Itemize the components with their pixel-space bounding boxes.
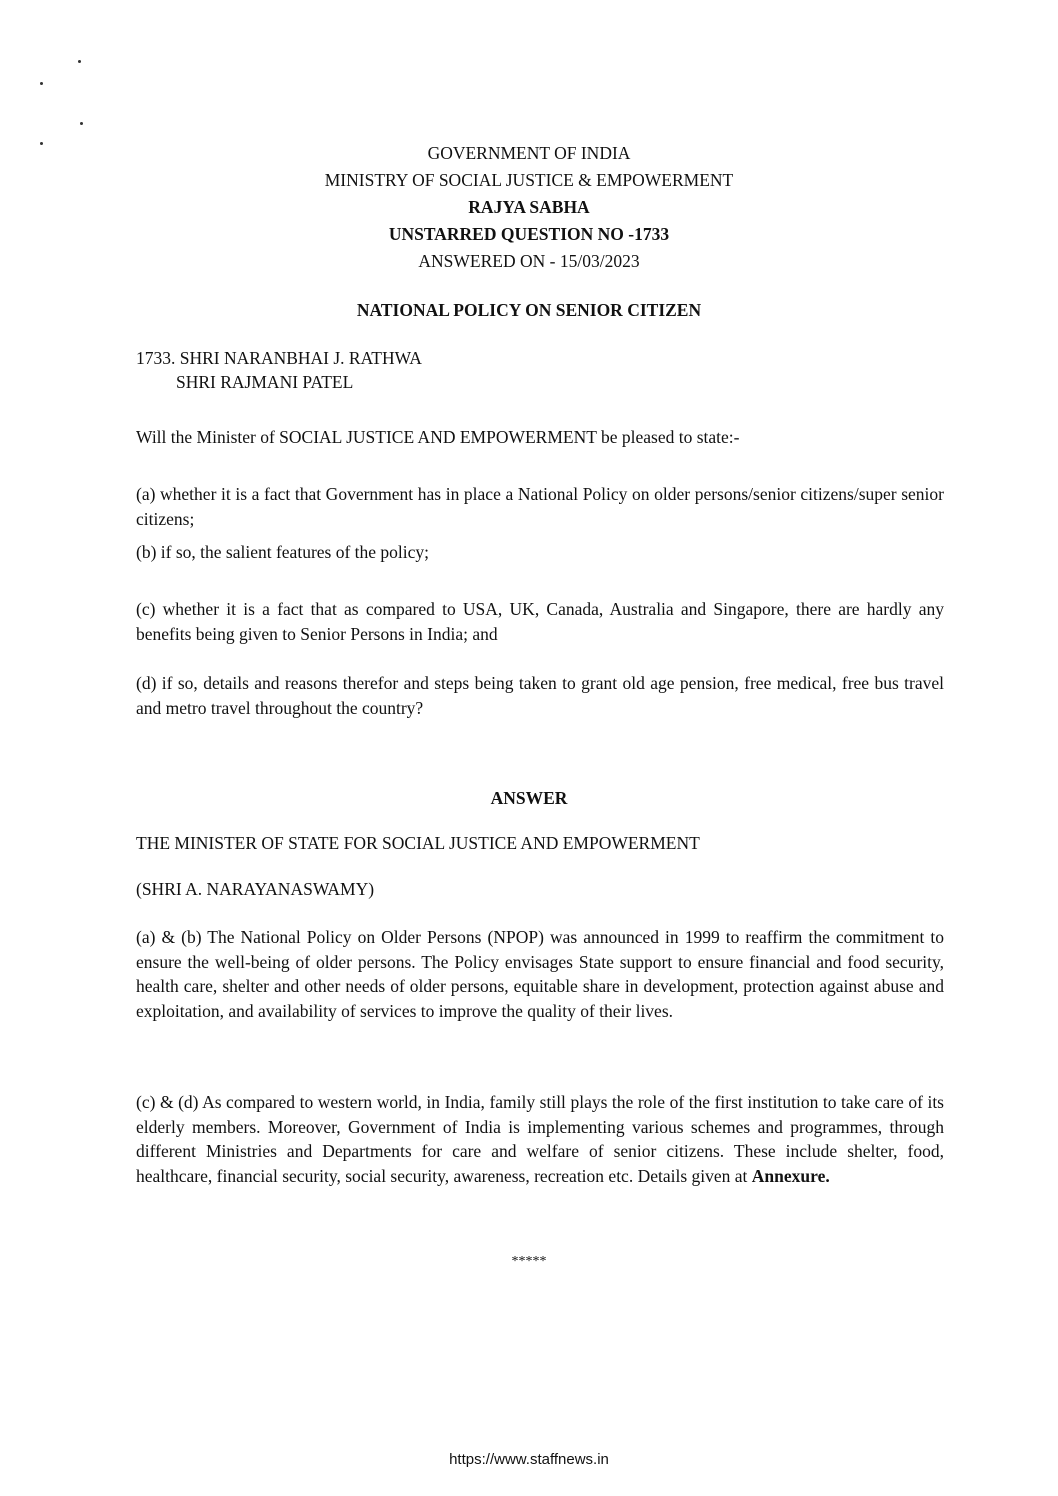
scan-speck <box>78 60 81 63</box>
scan-speck <box>40 82 43 85</box>
document-title: NATIONAL POLICY ON SENIOR CITIZEN <box>356 300 702 320</box>
footer-url: https://www.staffnews.in <box>449 1451 609 1468</box>
question-d: (d) if so, details and reasons therefor and steps being taken to grant old age pension, free medical, free bus travel and metro travel throughout the country? <box>136 673 944 718</box>
answer-minister-name: (SHRI A. NARAYANASWAMY) <box>136 879 375 899</box>
question-c: (c) whether it is a fact that as compared to USA, UK, Canada, Australia and Singapore, there are hardly any benefits being given to Senior Persons in India; and <box>136 599 944 644</box>
member-2: SHRI RAJMANI PATEL <box>176 372 354 392</box>
header-ministry: MINISTRY OF SOCIAL JUSTICE & EMPOWERMENT <box>324 170 734 190</box>
question-a: (a) whether it is a fact that Government has in place a National Policy on older persons/senior citizens/super senior citizens; <box>136 484 944 529</box>
header-answered-date: ANSWERED ON - 15/03/2023 <box>418 251 640 271</box>
end-stars: ***** <box>511 1254 547 1269</box>
answer-cd <box>136 1090 944 1188</box>
header-question-number: UNSTARRED QUESTION NO -1733 <box>388 224 670 244</box>
scan-speck <box>80 122 83 125</box>
answer-ab: (a) & (b) The National Policy on Older Persons (NPOP) was announced in 1999 to reaffirm the commitment to ensure the well-being of older persons. The Policy envisages State support to ensure financial and food security, health care, shelter and other needs of older persons, equitable share in development, protection against abuse and exploitation, and availability of services to improve the quality of their lives. <box>136 927 944 1021</box>
member-1: 1733. SHRI NARANBHAI J. RATHWA <box>136 348 422 368</box>
question-b: (b) if so, the salient features of the policy; <box>136 542 430 562</box>
question-intro: Will the Minister of SOCIAL JUSTICE AND EMPOWERMENT be pleased to state:- <box>136 427 740 447</box>
header-house: RAJYA SABHA <box>468 197 590 217</box>
answer-cd-text: (c) & (d) As compared to western world, in India, family still plays the role of the first institution to take care of its elderly members. Moreover, Government of India is implementing various schemes and programmes, through different Ministries and Departments for care and welfare of senior citizens. These include shelter, food, healthcare, financial security, social security, awareness, recreation etc. Details given at <box>136 1092 944 1186</box>
answer-minister: THE MINISTER OF STATE FOR SOCIAL JUSTICE AND EMPOWERMENT <box>136 833 700 853</box>
answer-heading: ANSWER <box>490 788 568 808</box>
annexure-reference: Annexure. <box>751 1165 830 1186</box>
header-government: GOVERNMENT OF INDIA <box>427 143 631 163</box>
